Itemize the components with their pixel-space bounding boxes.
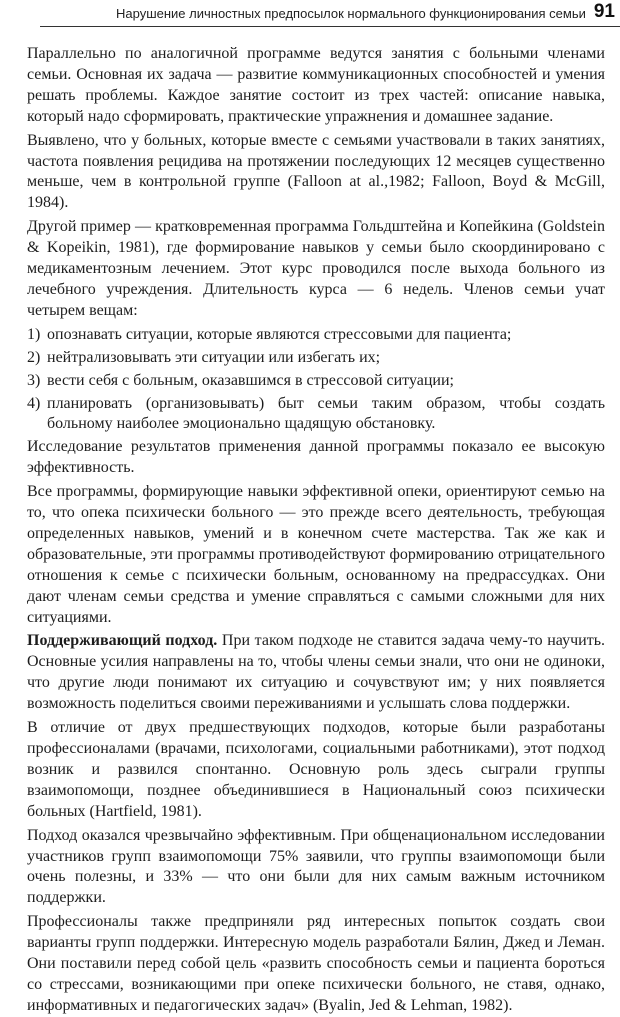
running-title: Нарушение личностных предпосылок нормального функционирования семьи	[116, 6, 586, 21]
list-item	[27, 371, 605, 392]
paragraph-program-effectiveness: Исследование результатов применения данной программы показало ее высокую эффективность.	[27, 438, 605, 477]
list-item-number: 2)	[27, 348, 41, 366]
paragraph-goldstein-program: Другой пример — кратковременная программа Гольдштейна и Копейкина (Goldstein & Kopeikin, 1981), где формирование навыков у семьи было скоординировано с медикаментозным лечением. Этот курс проводился после выхода больного из лечебного учреждения. Длительность курса — 6 недель. Членов семьи учат четырем вещам:	[27, 218, 605, 319]
paragraph-relapse-findings: Выявлено, что у больных, которые вместе с семьями участвовали в таких занятиях, частота появления рецидива на протяжении последующих 12 месяцев существенно меньше, чем в контрольной группе (Falloon at al.,1982; Falloon, Boyd & McGill, 1984).	[27, 131, 605, 212]
list-item-text: планировать (организовывать) быт семьи таким образом, чтобы создать больному наиболее эмоционально щадящую обстановку.	[47, 394, 605, 433]
paragraph-survey-results: Подход оказался чрезвычайно эффективным. При общенациональном исследовании участников групп взаимопомощи 75% заявили, что группы взаимопомощи были очень полезны, и 33% — что они были для них самым важным источником поддержки.	[27, 826, 605, 907]
list-item-number: 1)	[27, 325, 41, 343]
list-item-number: 4)	[27, 394, 41, 412]
paragraph-professional-variants: Профессионалы также предприняли ряд интересных попыток создать свои варианты групп поддержки. Интересную модель разработали Бялин, Джед и Леман. Они поставили перед собой цель «развить способность семьи и пациента бороться со стрессами, возникающими при опеке психически больного, не ставя, однако, информативных и педагогических задач» (Byalin, Jed & Lehman, 1982).	[27, 913, 605, 1014]
paragraph-supportive-text: При таком подходе не ставится задача чему-то научить. Основные усилия направлены на то, чтобы члены семьи знали, что они не одиноки, что другие люди понимают их ситуацию и сочувствуют им; у них появляется возможность поделиться своими переживаниями и услышать слова поддержки.	[27, 632, 605, 713]
list-item	[27, 348, 605, 369]
list-item	[27, 394, 605, 436]
list-item-text: нейтрализовывать эти ситуации или избегать их;	[47, 348, 381, 366]
list-item-number: 3)	[27, 371, 41, 389]
running-head	[40, 0, 620, 27]
list-item-text: вести себя с больным, оказавшимся в стрессовой ситуации;	[47, 371, 454, 389]
paragraph-supportive-approach	[27, 631, 605, 715]
page-number: 91	[593, 1, 615, 22]
list-item	[27, 325, 605, 346]
paragraph-family-sessions: Параллельно по аналогичной программе ведутся занятия с больными членами семьи. Основная их задача — развитие коммуникационных способностей и умения решать проблемы. Каждое занятие состоит из трех частей: описание навыка, который надо сформировать, практические упражнения и домашнее задание.	[27, 45, 605, 125]
skills-list	[27, 325, 605, 436]
list-item-text: опознавать ситуации, которые являются стрессовыми для пациента;	[47, 325, 512, 343]
paragraph-care-programs: Все программы, формирующие навыки эффективной опеки, ориентируют семью на то, что опека психически больного — это прежде всего деятельность, требующая определенных навыков, умений и в конечном счете мастерства. Так же как и образовательные, эти программы противодействуют формированию отрицательного отношения к семье с психически больным, основанному на предрассудках. Они дают членам семьи средства и умение справляться с самыми сложными для них ситуациями.	[27, 483, 605, 626]
section-lead-term: Поддерживающий подход.	[27, 632, 218, 650]
page-body	[27, 44, 605, 1017]
paragraph-self-help-groups: В отличие от двух предшествующих подходов, которые были разработаны профессионалами (врачами, психологами, социальными работниками), этот подход возник и развился спонтанно. Основную роль здесь сыграли группы взаимопомощи, позднее объединившиеся в Национальный союз психически больных (Hartfield, 1981).	[27, 719, 605, 820]
